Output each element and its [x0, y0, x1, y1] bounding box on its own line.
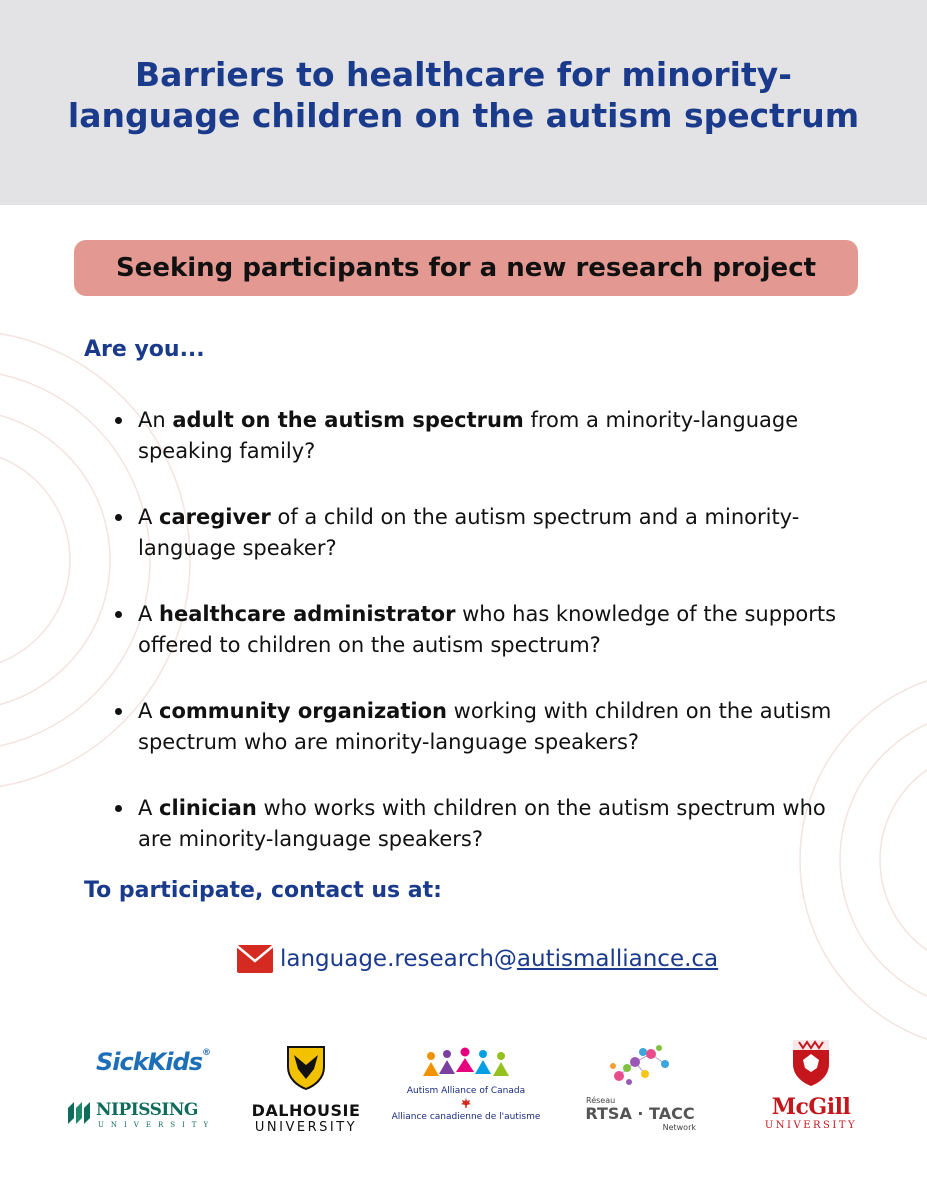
rtsa-wordmark: RTSA · TACC — [585, 1104, 695, 1123]
aac-english-name: Autism Alliance of Canada — [406, 1086, 526, 1096]
page-title — [0, 54, 927, 136]
rtsa-reseau-label: Réseau — [586, 1096, 616, 1105]
email-domain[interactable]: autismalliance.ca — [516, 946, 719, 972]
item-bold-term: adult on the autism spectrum — [172, 408, 524, 432]
nipissing-wordmark: NIPISSING — [96, 1100, 198, 1120]
rtsa-tacc-logo — [578, 1042, 702, 1132]
sickkids-logo — [96, 1048, 210, 1076]
dalhousie-wordmark: DALHOUSIE — [251, 1101, 361, 1120]
item-prefix: A — [138, 699, 160, 723]
list-item — [112, 405, 842, 467]
sickkids-wordmark: SickKids — [96, 1048, 202, 1076]
banner-text: Seeking participants for a new research project — [115, 253, 817, 283]
item-suffix: of a child on the autism spectrum and a minority-language speaker? — [138, 505, 800, 560]
mcgill-logo — [752, 1038, 870, 1131]
nipissing-logo — [66, 1098, 216, 1132]
email-contact[interactable] — [236, 944, 718, 974]
envelope-icon — [236, 944, 274, 974]
network-nodes-icon — [605, 1042, 675, 1090]
contact-heading: To participate, contact us at: — [84, 878, 442, 903]
mcgill-subtitle: UNIVERSITY — [764, 1120, 858, 1131]
email-user: language.research@ — [280, 946, 517, 972]
item-prefix: A — [138, 602, 160, 626]
item-bold-term: community organization — [159, 699, 447, 723]
nipissing-subtitle: UNIVERSITY — [98, 1121, 216, 1129]
item-suffix: working with children on the autism spectrum who are minority-language speakers? — [138, 699, 832, 754]
item-bold-term: clinician — [159, 796, 257, 820]
item-bold-term: healthcare administrator — [159, 602, 456, 626]
item-prefix: A — [138, 796, 160, 820]
list-item — [112, 793, 842, 855]
eligibility-list — [112, 405, 842, 890]
nipissing-emblem-icon — [66, 1100, 92, 1126]
dalhousie-shield-icon — [286, 1045, 326, 1091]
dalhousie-subtitle: UNIVERSITY — [254, 1120, 358, 1135]
title-header — [0, 0, 927, 205]
item-suffix: from a minority-language speaking family? — [138, 408, 799, 463]
item-bold-term: caregiver — [159, 505, 271, 529]
aac-french-name: Alliance canadienne de l'autisme — [391, 1112, 541, 1122]
item-prefix: A — [138, 505, 160, 529]
list-item — [112, 502, 842, 564]
title-line-1: Barriers to healthcare for minority- — [135, 55, 792, 94]
list-item — [112, 599, 842, 661]
email-link[interactable] — [280, 946, 718, 972]
dalhousie-logo — [240, 1045, 372, 1135]
title-line-2: language children on the autism spectrum — [67, 96, 860, 135]
maple-leaf-icon — [461, 1098, 471, 1108]
rtsa-network-label: Network — [662, 1123, 696, 1132]
question-prompt: Are you... — [84, 337, 205, 362]
item-suffix: who works with children on the autism spectrum who are minority-language speakers? — [138, 796, 826, 851]
autism-alliance-logo — [386, 1046, 546, 1122]
people-figures-icon — [421, 1046, 511, 1080]
mcgill-wordmark: McGill — [771, 1094, 851, 1120]
item-prefix: An — [138, 408, 173, 432]
registered-mark: ® — [202, 1048, 210, 1058]
item-suffix: who has knowledge of the supports offered to children on the autism spectrum? — [138, 602, 837, 657]
list-item — [112, 696, 842, 758]
mcgill-crest-icon — [791, 1038, 831, 1088]
recruitment-banner — [74, 240, 858, 296]
